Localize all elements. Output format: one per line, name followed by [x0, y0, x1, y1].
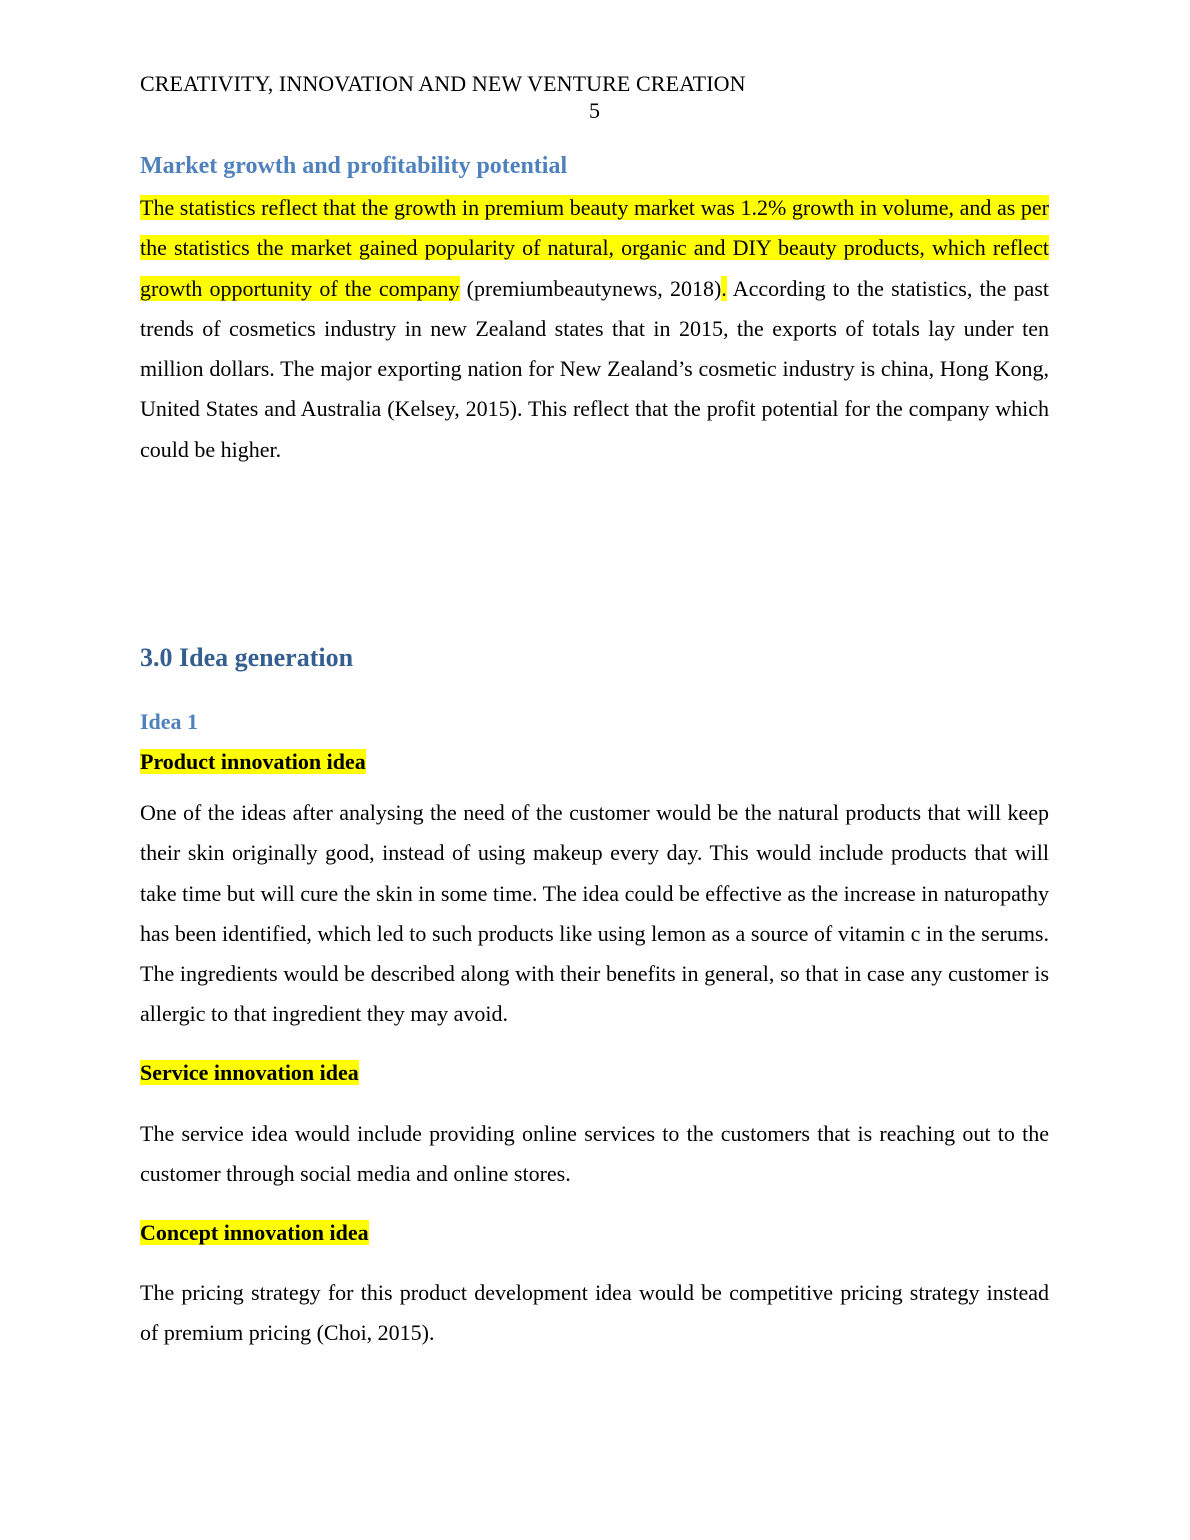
idea-1-heading: Idea 1	[140, 709, 199, 734]
concept-innovation-heading: Concept innovation idea	[140, 1220, 369, 1245]
page-number: 5	[589, 98, 600, 123]
highlighted-period: .	[721, 275, 727, 301]
market-growth-rest-text: According to the statistics, the past trends of cosmetics industry in new Zealand states that in 2015, the exports of totals lay under ten million dollars. The major exporting nation for New Zealand’s cosmetic industry is china, Hong Kong, United States and Australia (Kelsey, 2015). This reflect that the profit potential for the company which could be higher.	[140, 275, 1049, 462]
idea-generation-heading: 3.0 Idea generation	[140, 643, 354, 672]
concept-innovation-paragraph: The pricing strategy for this product development idea would be competitive pricing strategy instead of premium pricing (Choi, 2015).	[140, 1280, 1049, 1346]
market-growth-heading: Market growth and profitability potential	[140, 153, 568, 179]
service-innovation-heading: Service innovation idea	[140, 1060, 359, 1085]
product-innovation-paragraph: One of the ideas after analysing the need of the customer would be the natural products that will keep their skin originally good, instead of using makeup every day. This would include products that will take time but will cure the skin in some time. The idea could be effective as the increase in naturopathy has been identified, which led to such products like using lemon as a source of vitamin c in the serums. The ingredients would be described along with their benefits in general, so that in case any customer is allergic to that ingredient they may avoid.	[140, 800, 1049, 1027]
market-growth-paragraph	[140, 188, 1049, 470]
service-innovation-paragraph: The service idea would include providing online services to the customers that is reaching out to the customer through social media and online stores.	[140, 1121, 1049, 1187]
product-innovation-heading: Product innovation idea	[140, 749, 366, 774]
running-header: CREATIVITY, INNOVATION AND NEW VENTURE CREATION	[140, 71, 746, 96]
citation-premiumbeautynews: (premiumbeautynews, 2018)	[459, 275, 722, 301]
highlighted-statistics-text: The statistics reflect that the growth in premium beauty market was 1.2% growth in volume, and as per the statistics the market gained popularity of natural, organic and DIY beauty products, which reflect growth opportunity of the company	[140, 195, 1049, 301]
